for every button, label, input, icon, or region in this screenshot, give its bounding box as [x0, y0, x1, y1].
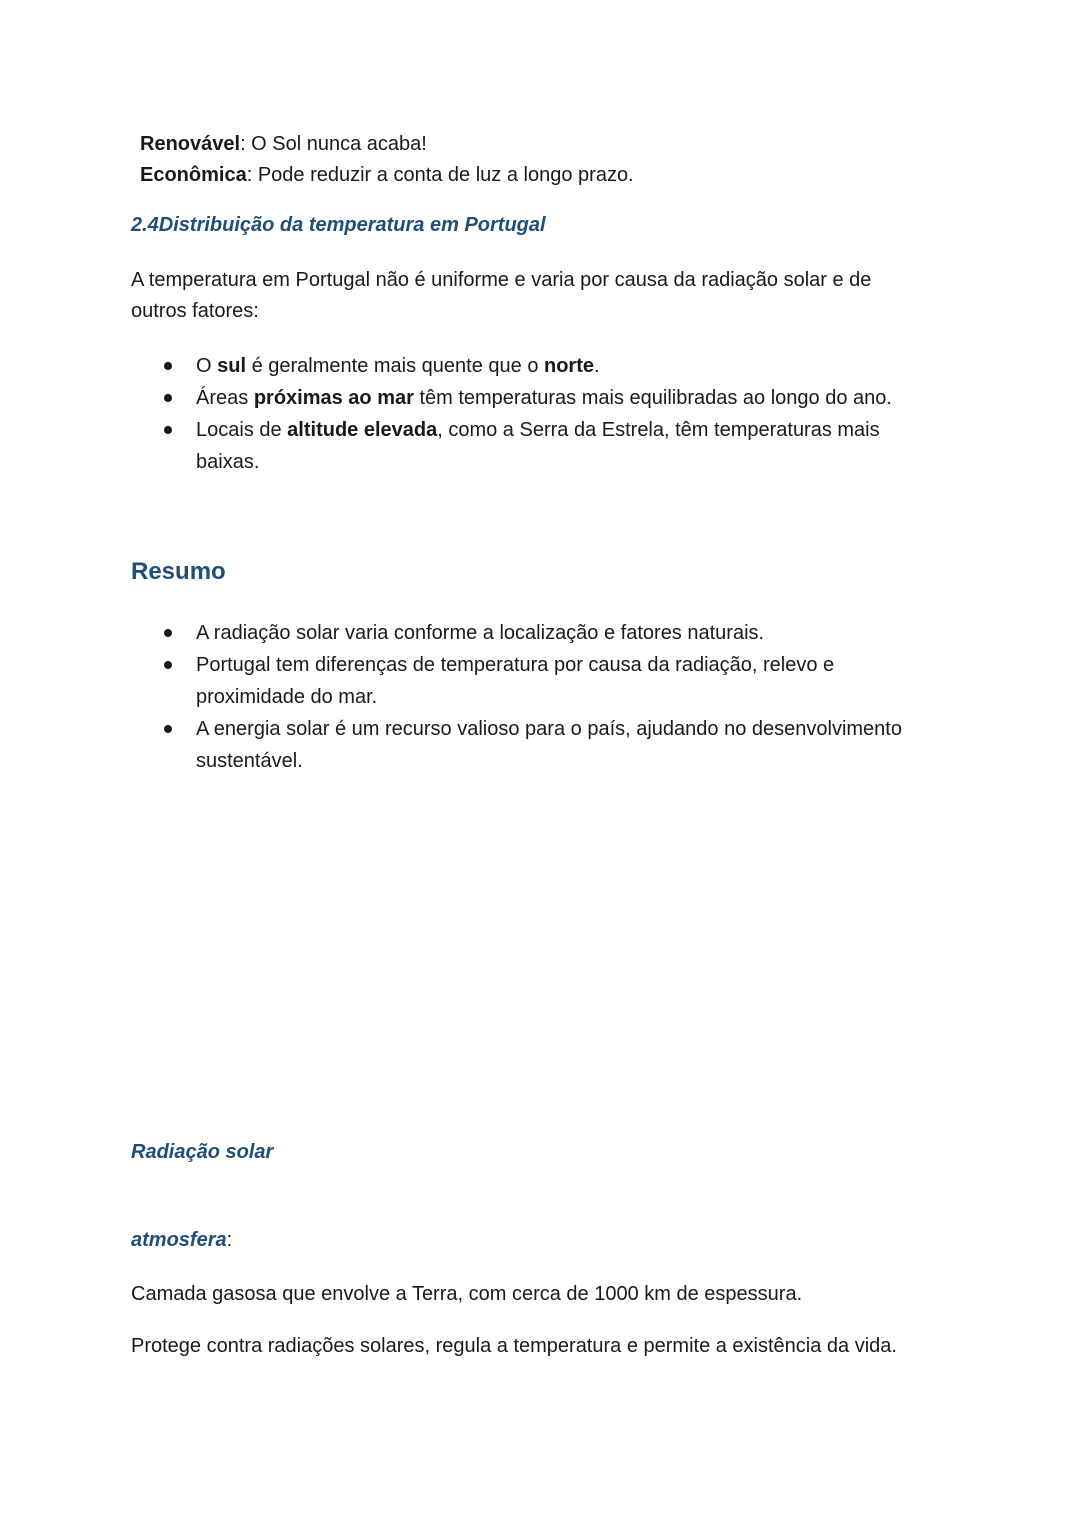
- list-item: [160, 617, 960, 649]
- bullet-text: Áreas: [196, 387, 254, 409]
- bullet-text: têm temperaturas mais equilibradas ao longo do ano.: [413, 387, 892, 409]
- resumo-bullet-list: [160, 617, 960, 777]
- resumo-heading: Resumo: [131, 558, 226, 585]
- bullet-text: , como a Serra da Estrela, têm temperaturas mais baixas.: [196, 419, 880, 473]
- list-item: [160, 350, 960, 382]
- economica-label: Econômica: [140, 164, 247, 186]
- renovavel-line: [140, 129, 427, 160]
- renovavel-text: : O Sol nunca acaba!: [240, 133, 427, 155]
- section-24-heading: 2.4Distribuição da temperatura em Portugal: [131, 214, 546, 236]
- bullet-icon: [164, 725, 172, 733]
- radiacao-heading: Radiação solar: [131, 1141, 274, 1163]
- bullet-text: A radiação solar varia conforme a localização e fatores naturais.: [196, 622, 765, 644]
- bullet-bold: sul: [217, 355, 247, 377]
- list-item: [160, 382, 960, 414]
- bullet-icon: [164, 362, 172, 370]
- atmosfera-para-1: Camada gasosa que envolve a Terra, com cerca de 1000 km de espessura.: [131, 1283, 803, 1305]
- economica-text: : Pode reduzir a conta de luz a longo prazo.: [246, 164, 634, 186]
- list-item: [160, 414, 926, 478]
- economica-line: [140, 160, 634, 191]
- atmosfera-colon: :: [226, 1229, 233, 1251]
- bullet-text: Portugal tem diferenças de temperatura por causa da radiação, relevo e proximidade do mar.: [196, 654, 835, 708]
- atmosfera-term: atmosfera: [131, 1229, 227, 1251]
- bullet-icon: [164, 394, 172, 402]
- bullet-icon: [164, 661, 172, 669]
- section-24-bullet-list: [160, 350, 960, 478]
- atmosfera-line: [131, 1225, 232, 1256]
- list-item: [160, 713, 986, 777]
- bullet-icon: [164, 629, 172, 637]
- bullet-text: O: [196, 355, 218, 377]
- bullet-text: A energia solar é um recurso valioso para o país, ajudando no desenvolvimento sustentável.: [196, 718, 902, 772]
- bullet-text: Locais de: [196, 419, 288, 441]
- bullet-bold: norte: [544, 355, 594, 377]
- bullet-text: é geralmente mais quente que o: [246, 355, 544, 377]
- renovavel-label: Renovável: [140, 133, 241, 155]
- section-24-intro: A temperatura em Portugal não é uniforme e varia por causa da radiação solar e de outros fatores:: [131, 269, 872, 322]
- bullet-text: .: [594, 355, 600, 377]
- bullet-bold: próximas ao mar: [253, 387, 414, 409]
- atmosfera-para-2: Protege contra radiações solares, regula a temperatura e permite a existência da vida.: [131, 1335, 897, 1357]
- bullet-icon: [164, 426, 172, 434]
- bullet-bold: altitude elevada: [287, 419, 438, 441]
- list-item: [160, 649, 916, 713]
